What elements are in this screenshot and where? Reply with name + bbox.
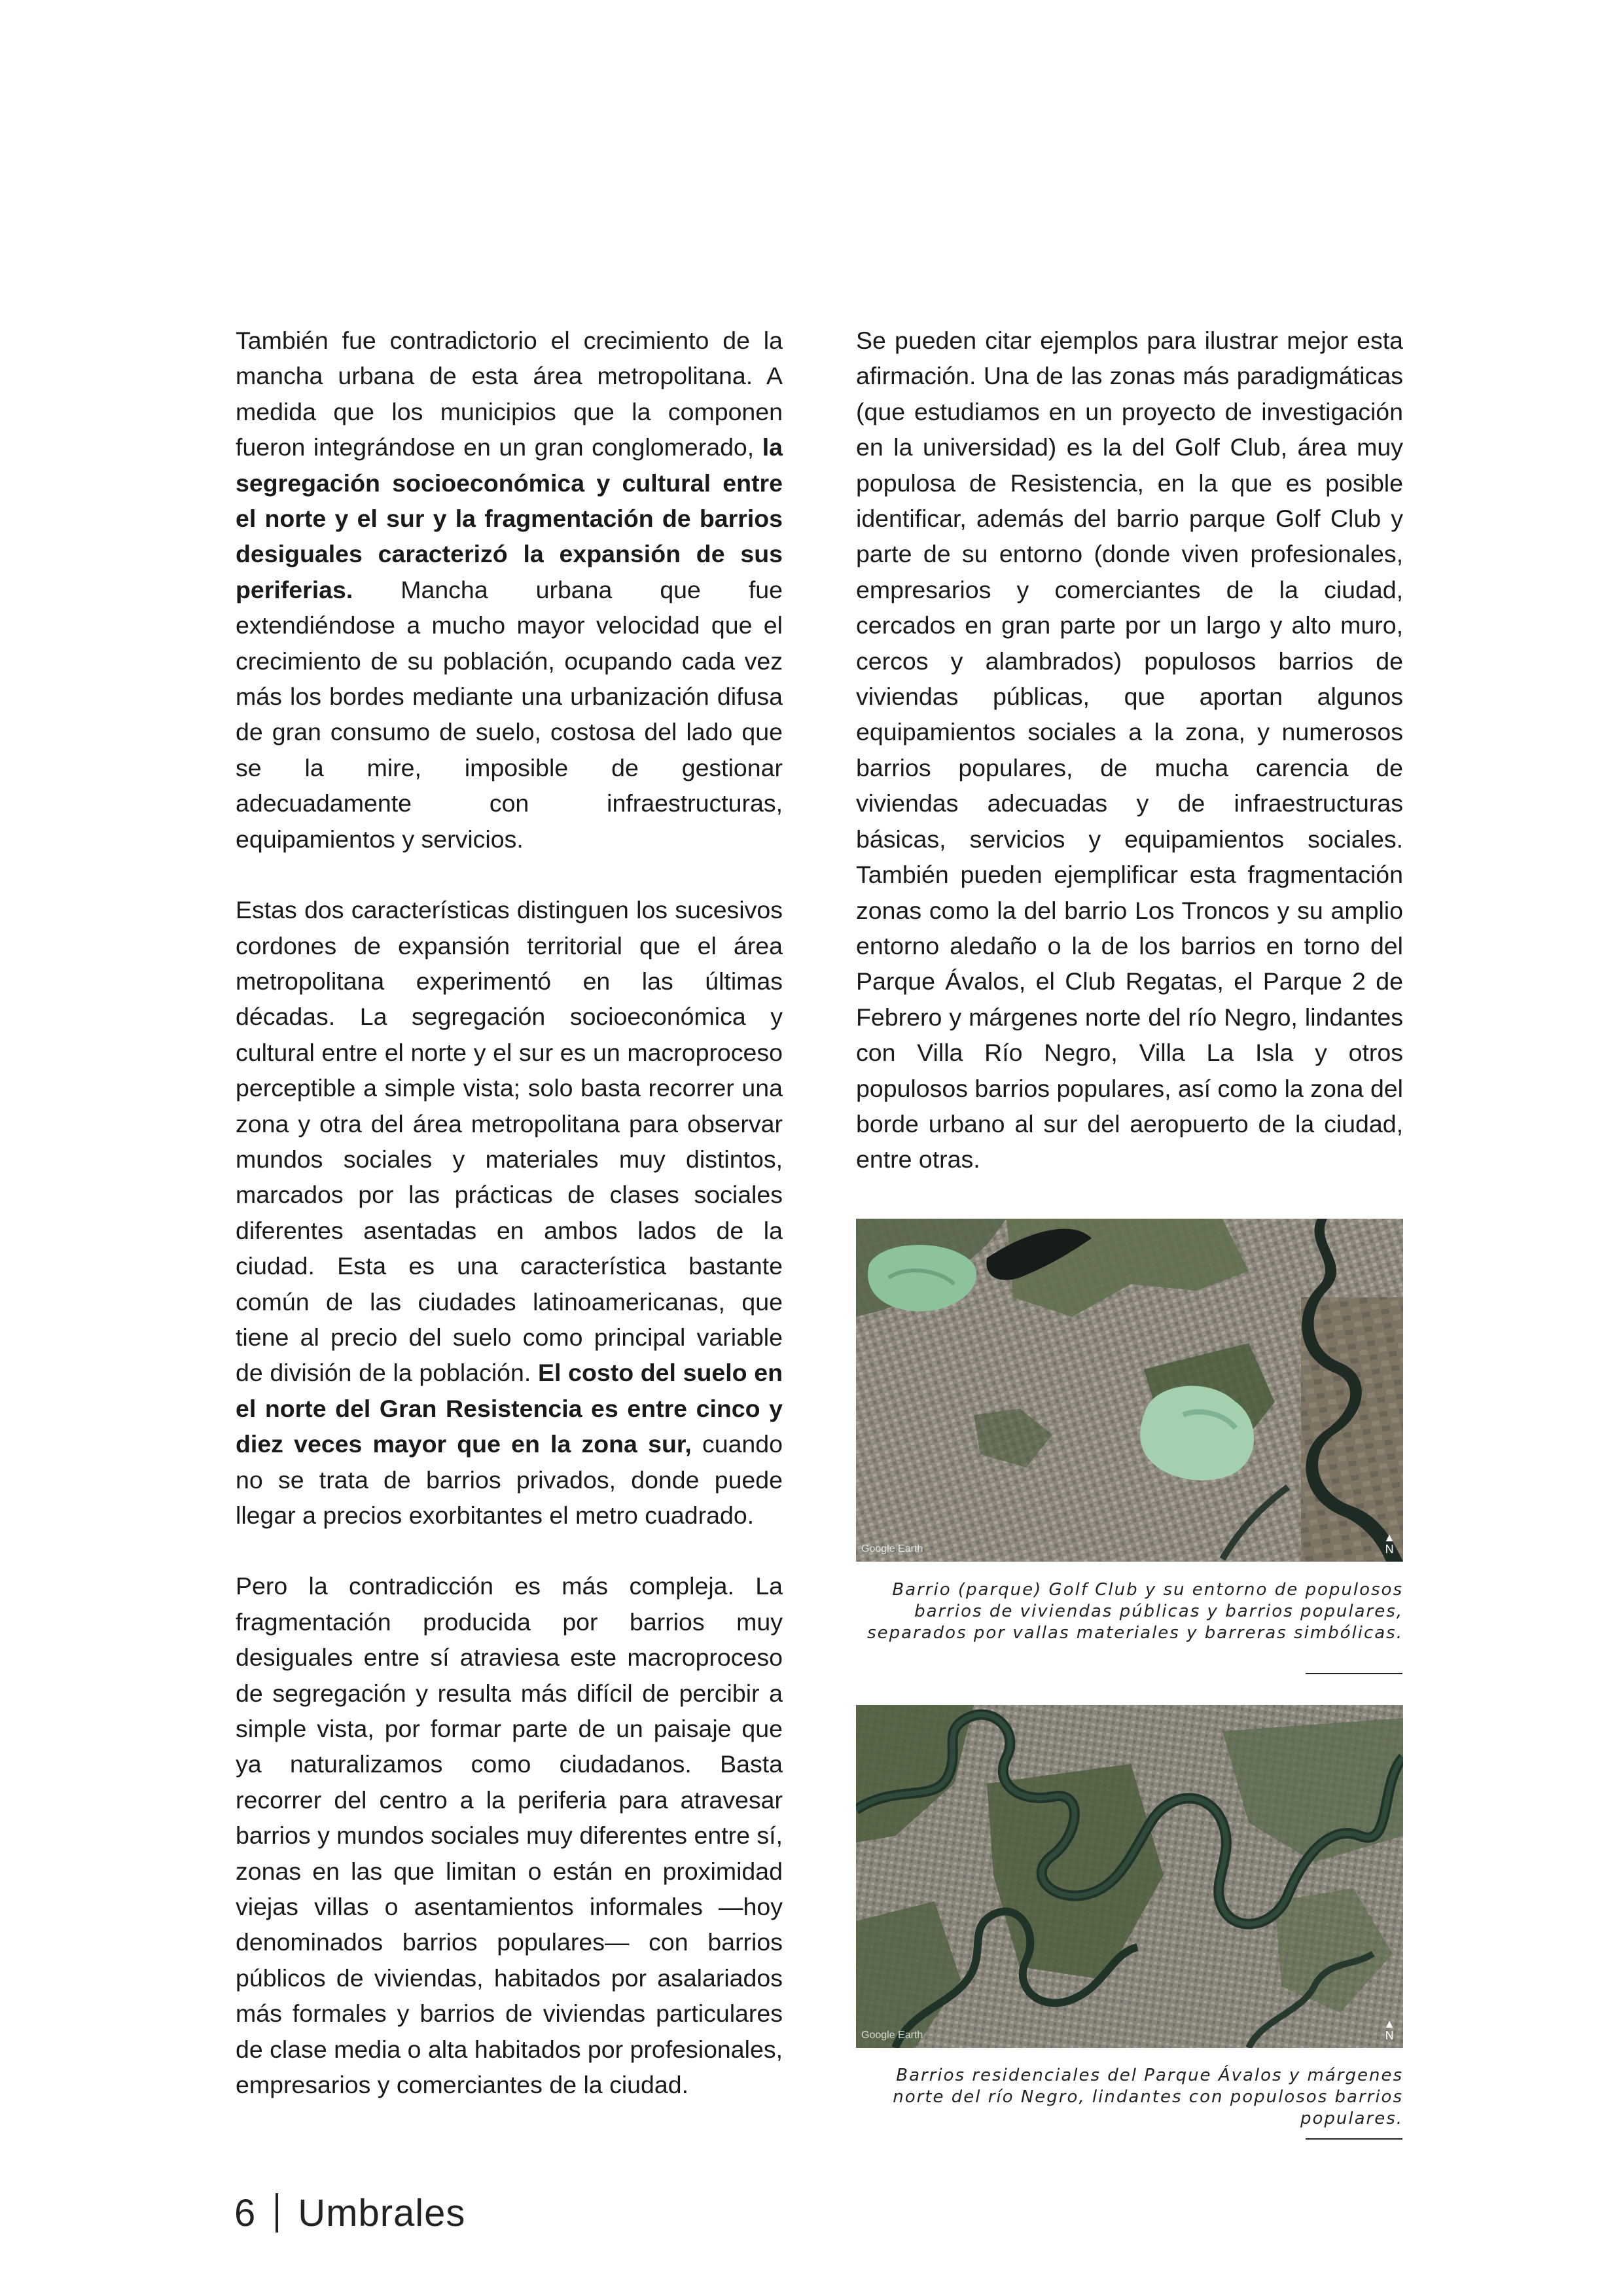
- paragraph-1: [236, 323, 783, 857]
- image-credit: Google Earth: [861, 2030, 923, 2041]
- paragraph-2-text-b: cuando no se trata de barrios privados, donde puede llegar a precios exorbitantes el metro cuadrado.: [236, 1430, 783, 1529]
- paragraph-1-text-b: Mancha urbana que fue extendiéndose a mucho mayor velocidad que el crecimiento de su población, ocupando cada vez más los bordes mediante una urbanización difusa de gran consumo de suelo, costosa del lado que se la mire, imposible de gestionar adecuadamente con infraestructuras, equipamientos y servicios.: [236, 575, 783, 853]
- north-arrow-icon: ▲ N: [1383, 2017, 1395, 2042]
- paragraph-2-text-a: Estas dos características distinguen los sucesivos cordones de expansión territorial que el área metropolitana experimentó en las últimas décadas. La segregación socioeconómica y cultural entre el norte y el sur es un macroproceso perceptible a simple vista; solo basta recorrer una zona y otra del área metropolitana para observar mundos sociales y materiales muy distintos, marcados por las prácticas de clases sociales diferentes asentadas en ambos lados de la ciudad. Esta es una característica bastante común de las ciudades latinoamericanas, que tiene al precio del suelo como principal variable de división de la población.: [236, 896, 783, 1387]
- page-footer: [234, 2191, 465, 2235]
- paragraph-3: Pero la contradicción es más compleja. La fragmentación producida por barrios muy desiguales entre sí atraviesa este macroproceso de segregación y resulta más difícil de percibir a simple vista, por formar parte de un paisaje que ya naturalizamos como ciudadanos. Basta recorrer del centro a la periferia para atravesar barrios y mundos sociales muy diferentes entre sí, zonas en las que limitan o están en proximidad viejas villas o asentamientos informales —hoy denominados barrios populares— con barrios públicos de viviendas, habitados por asalariados más formales y barrios de viviendas particulares de clase media o alta habitados por profesionales, empresarios y comerciantes de la ciudad.: [236, 1572, 783, 2099]
- aerial-photo-parque-avalos: [856, 1705, 1403, 2048]
- satellite-image-1: [856, 1219, 1403, 1562]
- north-arrow-icon: ▲ N: [1383, 1531, 1395, 1556]
- page-number: 6: [234, 2192, 257, 2234]
- figure-1-caption: Barrio (parque) Golf Club y su entorno de populosos barrios de viviendas públicas y barrios populares, separados por vallas materiales y barreras simbólicas.: [867, 1580, 1403, 1643]
- paragraph-2-highlight: El costo del suelo en el norte del Gran Resistencia es entre cinco y diez veces mayor que en la zona sur,: [236, 1359, 783, 1458]
- footer-separator: [276, 2193, 278, 2233]
- publication-title: Umbrales: [298, 2192, 466, 2234]
- aerial-photo-golf-club: [856, 1219, 1403, 1562]
- image-credit: Google Earth: [861, 1543, 923, 1554]
- north-label: N: [1385, 1543, 1394, 1556]
- paragraph-1-text-a: También fue contradictorio el crecimiento de la mancha urbana de esta área metropolitana. A medida que los municipios que la componen fueron integrándose en un gran conglomerado,: [236, 327, 783, 461]
- paragraph-4: Se pueden citar ejemplos para ilustrar mejor esta afirmación. Una de las zonas más paradigmáticas (que estudiamos en un proyecto de investigación en la universidad) es la del Golf Club, área muy populosa de Resistencia, en la que es posible identificar, además del barrio parque Golf Club y parte de su entorno (donde viven profesionales, empresarios y comerciantes de la ciudad, cercados en gran parte por un largo y alto muro, cercos y alambrados) populosos barrios de viviendas públicas, que aportan algunos equipamientos sociales a la zona, y numerosos barrios populares, de mucha carencia de viviendas adecuadas y de infraestructuras básicas, servicios y equipamientos sociales. También pueden ejemplificar esta fragmentación zonas como la del barrio Los Troncos y su amplio entorno aledaño o la de los barrios en torno del Parque Ávalos, el Club Regatas, el Parque 2 de Febrero y márgenes norte del río Negro, lindantes con Villa Río Negro, Villa La Isla y otros populosos barrios populares, así como la zona del borde urbano al sur del aeropuerto de la ciudad, entre otras.: [856, 327, 1403, 1174]
- paragraph-2: [236, 892, 783, 1533]
- north-label: N: [1385, 2029, 1394, 2042]
- caption-divider: [1306, 2138, 1402, 2140]
- paragraph-1-highlight: la segregación socioeconómica y cultural entre el norte y el sur y la fragmentación de barrios desiguales caracterizó la expansión de sus periferias.: [236, 433, 783, 603]
- figure-2-caption: Barrios residenciales del Parque Ávalos y márgenes norte del río Negro, lindantes con populosos barrios populares.: [893, 2066, 1403, 2128]
- right-text-column: [856, 323, 1403, 1213]
- caption-divider: [1306, 1673, 1402, 1674]
- left-text-column: [236, 323, 783, 2138]
- satellite-image-2: [856, 1705, 1403, 2048]
